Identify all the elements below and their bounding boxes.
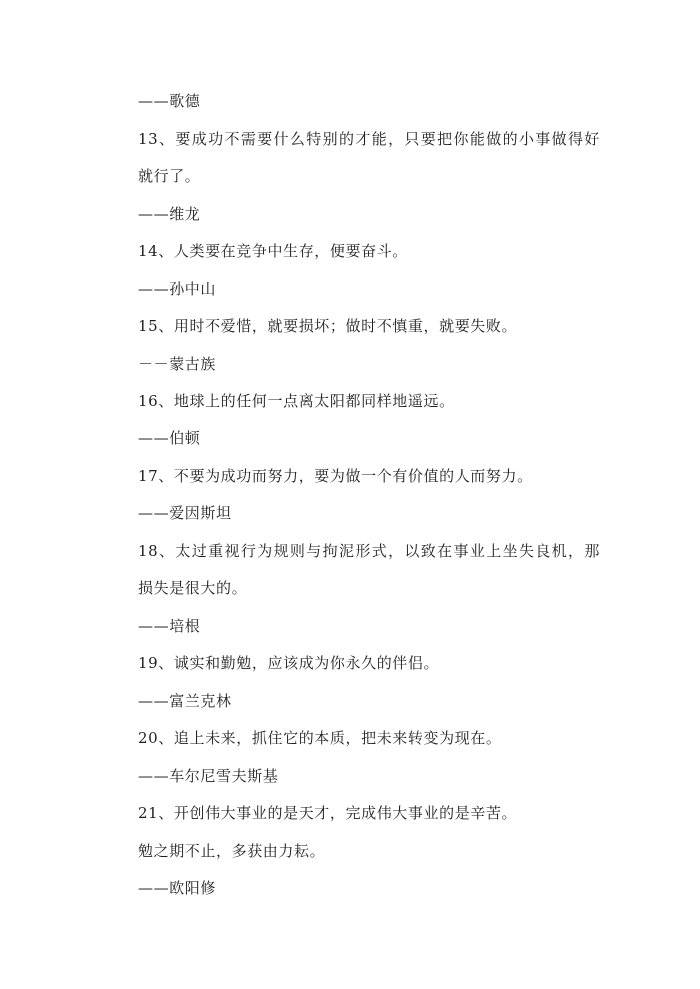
quote-21: 21、开创伟大事业的是天才，完成伟大事业的是辛苦。 [138,804,518,822]
quote-19: 19、诚实和勤勉，应该成为你永久的伴侣。 [138,654,440,672]
quote-13-line-1: 13、要成功不需要什么特别的才能，只要把你能做的小事做得好 [138,130,600,148]
attribution-chernyshevsky: ——车尔尼雪夫斯基 [138,767,279,785]
quote-14: 14、人类要在竞争中生存，便要奋斗。 [138,242,408,260]
attribution-ouyang-xiu: ——欧阳修 [138,879,217,897]
attribution-goethe: ——歌德 [138,92,201,110]
quote-18-line-2: 损失是很大的。 [138,579,248,597]
quote-15: 15、用时不爱惜，就要损坏；做时不慎重，就要失败。 [138,317,518,335]
quote-21-couplet: 勉之期不止，多获由力耘。 [138,842,326,860]
quote-20: 20、追上未来，抓住它的本质，把未来转变为现在。 [138,729,502,747]
attribution-villon: ——维龙 [138,205,201,223]
quote-16: 16、地球上的任何一点离太阳都同样地遥远。 [138,392,455,410]
attribution-einstein: ——爱因斯坦 [138,504,232,522]
quote-17: 17、不要为成功而努力，要为做一个有价值的人而努力。 [138,467,533,485]
attribution-sun-yat-sen: ——孙中山 [138,280,217,298]
quote-13-line-2: 就行了。 [138,167,201,185]
attribution-burton: ——伯顿 [138,429,201,447]
attribution-bacon: ——培根 [138,617,201,635]
attribution-franklin: ——富兰克林 [138,692,232,710]
quote-18-line-1: 18、太过重视行为规则与拘泥形式，以致在事业上坐失良机，那 [138,542,600,560]
attribution-mongol: －－蒙古族 [138,355,217,373]
